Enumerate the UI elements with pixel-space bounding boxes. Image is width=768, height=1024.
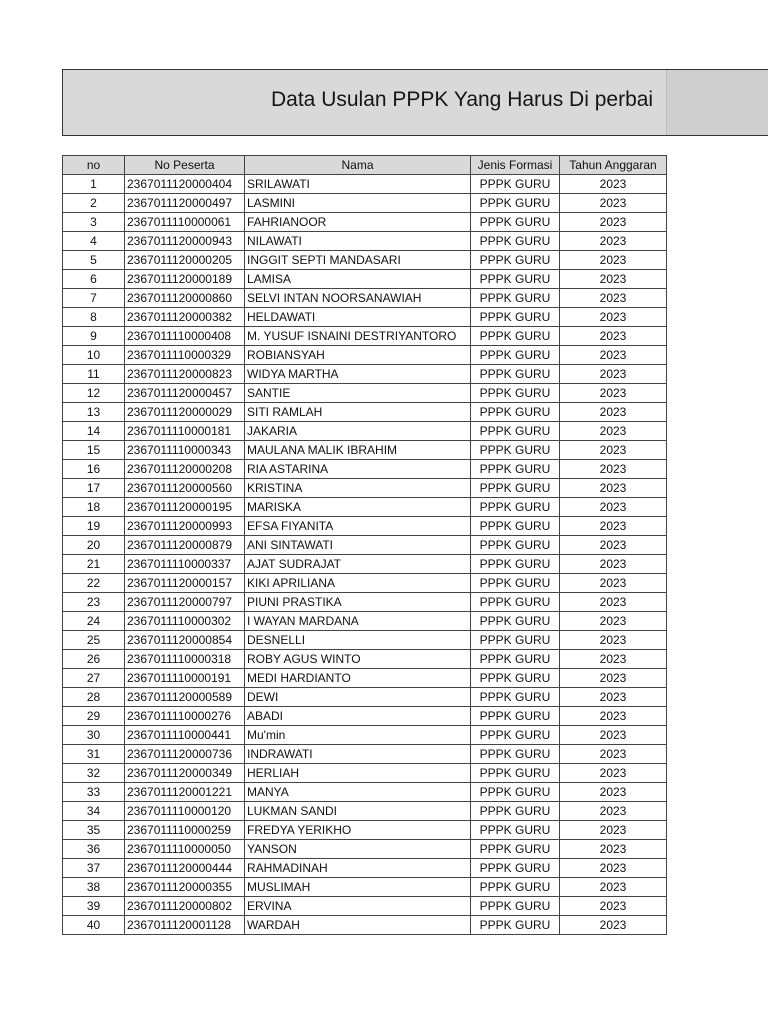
- table-row: [63, 213, 667, 232]
- row-tahun-anggaran: 2023: [560, 650, 667, 669]
- table-row: [63, 517, 667, 536]
- column-header-no: no: [63, 156, 125, 175]
- row-tahun-anggaran: 2023: [560, 346, 667, 365]
- row-no-peserta: 2367011110000329: [125, 346, 245, 365]
- row-nama: INGGIT SEPTI MANDASARI: [245, 251, 471, 270]
- table-row: [63, 251, 667, 270]
- row-tahun-anggaran: 2023: [560, 745, 667, 764]
- row-nama: SANTIE: [245, 384, 471, 403]
- row-jenis-formasi: PPPK GURU: [471, 308, 560, 327]
- row-no: 37: [63, 859, 125, 878]
- row-no: 14: [63, 422, 125, 441]
- table-row: [63, 821, 667, 840]
- row-jenis-formasi: PPPK GURU: [471, 688, 560, 707]
- row-no-peserta: 2367011110000050: [125, 840, 245, 859]
- row-tahun-anggaran: 2023: [560, 422, 667, 441]
- title-band: [62, 69, 768, 136]
- row-no-peserta: 2367011120000589: [125, 688, 245, 707]
- row-no-peserta: 2367011120000195: [125, 498, 245, 517]
- row-no: 20: [63, 536, 125, 555]
- row-no: 2: [63, 194, 125, 213]
- row-tahun-anggaran: 2023: [560, 802, 667, 821]
- table-row: [63, 859, 667, 878]
- row-jenis-formasi: PPPK GURU: [471, 194, 560, 213]
- row-no: 4: [63, 232, 125, 251]
- row-no: 38: [63, 878, 125, 897]
- row-no: 22: [63, 574, 125, 593]
- row-nama: ABADI: [245, 707, 471, 726]
- row-tahun-anggaran: 2023: [560, 232, 667, 251]
- row-no-peserta: 2367011110000276: [125, 707, 245, 726]
- row-tahun-anggaran: 2023: [560, 574, 667, 593]
- row-no: 24: [63, 612, 125, 631]
- table-row: [63, 460, 667, 479]
- row-tahun-anggaran: 2023: [560, 840, 667, 859]
- row-nama: LUKMAN SANDI: [245, 802, 471, 821]
- table-row: [63, 365, 667, 384]
- row-no-peserta: 2367011120001128: [125, 916, 245, 935]
- row-no-peserta: 2367011110000408: [125, 327, 245, 346]
- row-tahun-anggaran: 2023: [560, 270, 667, 289]
- row-jenis-formasi: PPPK GURU: [471, 745, 560, 764]
- row-nama: EFSA FIYANITA: [245, 517, 471, 536]
- row-nama: SELVI INTAN NOORSANAWIAH: [245, 289, 471, 308]
- table-row: [63, 688, 667, 707]
- row-no: 5: [63, 251, 125, 270]
- row-tahun-anggaran: 2023: [560, 213, 667, 232]
- row-tahun-anggaran: 2023: [560, 821, 667, 840]
- row-no-peserta: 2367011120000404: [125, 175, 245, 194]
- row-no: 6: [63, 270, 125, 289]
- table-row: [63, 802, 667, 821]
- row-jenis-formasi: PPPK GURU: [471, 783, 560, 802]
- row-jenis-formasi: PPPK GURU: [471, 384, 560, 403]
- row-tahun-anggaran: 2023: [560, 194, 667, 213]
- row-tahun-anggaran: 2023: [560, 612, 667, 631]
- row-no-peserta: 2367011110000302: [125, 612, 245, 631]
- row-jenis-formasi: PPPK GURU: [471, 650, 560, 669]
- row-nama: ROBIANSYAH: [245, 346, 471, 365]
- row-no: 3: [63, 213, 125, 232]
- row-tahun-anggaran: 2023: [560, 403, 667, 422]
- row-jenis-formasi: PPPK GURU: [471, 726, 560, 745]
- row-no-peserta: 2367011120000497: [125, 194, 245, 213]
- row-no: 11: [63, 365, 125, 384]
- row-no-peserta: 2367011110000318: [125, 650, 245, 669]
- row-nama: LAMISA: [245, 270, 471, 289]
- row-nama: I WAYAN MARDANA: [245, 612, 471, 631]
- row-no: 21: [63, 555, 125, 574]
- row-nama: MUSLIMAH: [245, 878, 471, 897]
- row-nama: SITI RAMLAH: [245, 403, 471, 422]
- row-no-peserta: 2367011120000205: [125, 251, 245, 270]
- row-no-peserta: 2367011120000854: [125, 631, 245, 650]
- row-nama: MARISKA: [245, 498, 471, 517]
- table-row: [63, 897, 667, 916]
- row-nama: DEWI: [245, 688, 471, 707]
- row-no: 35: [63, 821, 125, 840]
- row-no-peserta: 2367011110000120: [125, 802, 245, 821]
- row-jenis-formasi: PPPK GURU: [471, 707, 560, 726]
- table-row: [63, 308, 667, 327]
- table-row: [63, 783, 667, 802]
- row-nama: INDRAWATI: [245, 745, 471, 764]
- row-tahun-anggaran: 2023: [560, 327, 667, 346]
- row-no-peserta: 2367011120000943: [125, 232, 245, 251]
- table-row: [63, 289, 667, 308]
- row-jenis-formasi: PPPK GURU: [471, 422, 560, 441]
- row-no: 39: [63, 897, 125, 916]
- row-tahun-anggaran: 2023: [560, 631, 667, 650]
- row-no: 32: [63, 764, 125, 783]
- row-nama: RIA ASTARINA: [245, 460, 471, 479]
- row-tahun-anggaran: 2023: [560, 308, 667, 327]
- title-band-overflow: [666, 70, 768, 135]
- row-no: 15: [63, 441, 125, 460]
- row-jenis-formasi: PPPK GURU: [471, 802, 560, 821]
- row-nama: Mu'min: [245, 726, 471, 745]
- row-no: 18: [63, 498, 125, 517]
- row-jenis-formasi: PPPK GURU: [471, 631, 560, 650]
- row-nama: MANYA: [245, 783, 471, 802]
- row-no-peserta: 2367011120000797: [125, 593, 245, 612]
- table-row: [63, 403, 667, 422]
- row-nama: AJAT SUDRAJAT: [245, 555, 471, 574]
- row-jenis-formasi: PPPK GURU: [471, 479, 560, 498]
- row-nama: MAULANA MALIK IBRAHIM: [245, 441, 471, 460]
- row-nama: ROBY AGUS WINTO: [245, 650, 471, 669]
- table-row: [63, 327, 667, 346]
- row-nama: M. YUSUF ISNAINI DESTRIYANTORO: [245, 327, 471, 346]
- row-nama: DESNELLI: [245, 631, 471, 650]
- row-no: 7: [63, 289, 125, 308]
- row-jenis-formasi: PPPK GURU: [471, 517, 560, 536]
- row-no-peserta: 2367011110000061: [125, 213, 245, 232]
- table-row: [63, 840, 667, 859]
- row-jenis-formasi: PPPK GURU: [471, 441, 560, 460]
- table-row: [63, 422, 667, 441]
- row-jenis-formasi: PPPK GURU: [471, 574, 560, 593]
- row-tahun-anggaran: 2023: [560, 593, 667, 612]
- row-no: 8: [63, 308, 125, 327]
- row-jenis-formasi: PPPK GURU: [471, 840, 560, 859]
- row-nama: FREDYA YERIKHO: [245, 821, 471, 840]
- row-nama: RAHMADINAH: [245, 859, 471, 878]
- row-no: 1: [63, 175, 125, 194]
- row-no-peserta: 2367011120000208: [125, 460, 245, 479]
- row-tahun-anggaran: 2023: [560, 479, 667, 498]
- row-no: 13: [63, 403, 125, 422]
- row-nama: MEDI HARDIANTO: [245, 669, 471, 688]
- row-nama: YANSON: [245, 840, 471, 859]
- row-no-peserta: 2367011120000349: [125, 764, 245, 783]
- table-row: [63, 498, 667, 517]
- row-no: 17: [63, 479, 125, 498]
- table-header-row: [63, 156, 667, 175]
- column-header-tahun-anggaran: Tahun Anggaran: [560, 156, 667, 175]
- table-row: [63, 612, 667, 631]
- page-title: Data Usulan PPPK Yang Harus Di perbai: [271, 88, 654, 111]
- row-jenis-formasi: PPPK GURU: [471, 916, 560, 935]
- table-row: [63, 764, 667, 783]
- row-nama: LASMINI: [245, 194, 471, 213]
- row-no-peserta: 2367011120000823: [125, 365, 245, 384]
- row-nama: WIDYA MARTHA: [245, 365, 471, 384]
- row-no-peserta: 2367011110000441: [125, 726, 245, 745]
- table-row: [63, 726, 667, 745]
- row-nama: ANI SINTAWATI: [245, 536, 471, 555]
- row-jenis-formasi: PPPK GURU: [471, 764, 560, 783]
- row-tahun-anggaran: 2023: [560, 175, 667, 194]
- row-jenis-formasi: PPPK GURU: [471, 346, 560, 365]
- row-nama: KRISTINA: [245, 479, 471, 498]
- row-tahun-anggaran: 2023: [560, 536, 667, 555]
- row-jenis-formasi: PPPK GURU: [471, 555, 560, 574]
- table-row: [63, 669, 667, 688]
- row-jenis-formasi: PPPK GURU: [471, 175, 560, 194]
- row-jenis-formasi: PPPK GURU: [471, 327, 560, 346]
- row-tahun-anggaran: 2023: [560, 555, 667, 574]
- row-nama: SRILAWATI: [245, 175, 471, 194]
- row-no-peserta: 2367011120001221: [125, 783, 245, 802]
- row-no: 33: [63, 783, 125, 802]
- row-no-peserta: 2367011120000993: [125, 517, 245, 536]
- row-no-peserta: 2367011110000191: [125, 669, 245, 688]
- row-no: 12: [63, 384, 125, 403]
- row-no: 25: [63, 631, 125, 650]
- row-jenis-formasi: PPPK GURU: [471, 612, 560, 631]
- row-jenis-formasi: PPPK GURU: [471, 403, 560, 422]
- row-no-peserta: 2367011110000259: [125, 821, 245, 840]
- row-tahun-anggaran: 2023: [560, 498, 667, 517]
- row-nama: HELDAWATI: [245, 308, 471, 327]
- row-tahun-anggaran: 2023: [560, 897, 667, 916]
- row-nama: ERVINA: [245, 897, 471, 916]
- row-jenis-formasi: PPPK GURU: [471, 536, 560, 555]
- row-jenis-formasi: PPPK GURU: [471, 270, 560, 289]
- row-no-peserta: 2367011120000736: [125, 745, 245, 764]
- row-no: 16: [63, 460, 125, 479]
- row-tahun-anggaran: 2023: [560, 289, 667, 308]
- table-row: [63, 593, 667, 612]
- row-no-peserta: 2367011120000860: [125, 289, 245, 308]
- column-header-no-peserta: No Peserta: [125, 156, 245, 175]
- row-tahun-anggaran: 2023: [560, 688, 667, 707]
- row-jenis-formasi: PPPK GURU: [471, 878, 560, 897]
- table-row: [63, 650, 667, 669]
- row-jenis-formasi: PPPK GURU: [471, 859, 560, 878]
- row-no-peserta: 2367011110000343: [125, 441, 245, 460]
- row-no-peserta: 2367011120000444: [125, 859, 245, 878]
- row-jenis-formasi: PPPK GURU: [471, 213, 560, 232]
- participant-table: [62, 155, 667, 935]
- row-tahun-anggaran: 2023: [560, 669, 667, 688]
- row-no: 10: [63, 346, 125, 365]
- table-row: [63, 745, 667, 764]
- row-jenis-formasi: PPPK GURU: [471, 460, 560, 479]
- column-header-jenis-formasi: Jenis Formasi: [471, 156, 560, 175]
- row-nama: WARDAH: [245, 916, 471, 935]
- row-no: 31: [63, 745, 125, 764]
- row-no: 26: [63, 650, 125, 669]
- row-nama: PIUNI PRASTIKA: [245, 593, 471, 612]
- row-jenis-formasi: PPPK GURU: [471, 593, 560, 612]
- table-row: [63, 707, 667, 726]
- row-no: 23: [63, 593, 125, 612]
- row-jenis-formasi: PPPK GURU: [471, 232, 560, 251]
- table-row: [63, 631, 667, 650]
- row-no-peserta: 2367011120000157: [125, 574, 245, 593]
- row-nama: NILAWATI: [245, 232, 471, 251]
- column-header-nama: Nama: [245, 156, 471, 175]
- table-row: [63, 441, 667, 460]
- row-jenis-formasi: PPPK GURU: [471, 669, 560, 688]
- table-row: [63, 916, 667, 935]
- row-no-peserta: 2367011120000189: [125, 270, 245, 289]
- row-no-peserta: 2367011120000457: [125, 384, 245, 403]
- table-row: [63, 878, 667, 897]
- row-no: 28: [63, 688, 125, 707]
- row-no-peserta: 2367011120000879: [125, 536, 245, 555]
- table-row: [63, 536, 667, 555]
- row-tahun-anggaran: 2023: [560, 251, 667, 270]
- row-nama: HERLIAH: [245, 764, 471, 783]
- row-tahun-anggaran: 2023: [560, 916, 667, 935]
- row-jenis-formasi: PPPK GURU: [471, 251, 560, 270]
- row-jenis-formasi: PPPK GURU: [471, 821, 560, 840]
- table-row: [63, 384, 667, 403]
- table-row: [63, 232, 667, 251]
- row-tahun-anggaran: 2023: [560, 707, 667, 726]
- row-nama: JAKARIA: [245, 422, 471, 441]
- row-no: 9: [63, 327, 125, 346]
- table-row: [63, 346, 667, 365]
- row-no: 40: [63, 916, 125, 935]
- row-no-peserta: 2367011120000802: [125, 897, 245, 916]
- table-row: [63, 194, 667, 213]
- row-tahun-anggaran: 2023: [560, 878, 667, 897]
- row-no: 27: [63, 669, 125, 688]
- table-row: [63, 574, 667, 593]
- table-row: [63, 555, 667, 574]
- row-no: 30: [63, 726, 125, 745]
- row-jenis-formasi: PPPK GURU: [471, 365, 560, 384]
- row-no: 34: [63, 802, 125, 821]
- row-tahun-anggaran: 2023: [560, 365, 667, 384]
- row-tahun-anggaran: 2023: [560, 441, 667, 460]
- row-no-peserta: 2367011120000029: [125, 403, 245, 422]
- row-tahun-anggaran: 2023: [560, 517, 667, 536]
- row-tahun-anggaran: 2023: [560, 859, 667, 878]
- row-no: 29: [63, 707, 125, 726]
- row-no-peserta: 2367011120000560: [125, 479, 245, 498]
- row-no-peserta: 2367011120000355: [125, 878, 245, 897]
- table-row: [63, 479, 667, 498]
- row-nama: FAHRIANOOR: [245, 213, 471, 232]
- row-nama: KIKI APRILIANA: [245, 574, 471, 593]
- row-no-peserta: 2367011110000337: [125, 555, 245, 574]
- row-tahun-anggaran: 2023: [560, 783, 667, 802]
- row-no-peserta: 2367011110000181: [125, 422, 245, 441]
- row-jenis-formasi: PPPK GURU: [471, 498, 560, 517]
- row-tahun-anggaran: 2023: [560, 764, 667, 783]
- row-no-peserta: 2367011120000382: [125, 308, 245, 327]
- row-tahun-anggaran: 2023: [560, 726, 667, 745]
- table-row: [63, 270, 667, 289]
- row-jenis-formasi: PPPK GURU: [471, 289, 560, 308]
- row-jenis-formasi: PPPK GURU: [471, 897, 560, 916]
- table-body: [63, 175, 667, 935]
- row-no: 19: [63, 517, 125, 536]
- table-row: [63, 175, 667, 194]
- row-tahun-anggaran: 2023: [560, 384, 667, 403]
- row-tahun-anggaran: 2023: [560, 460, 667, 479]
- row-no: 36: [63, 840, 125, 859]
